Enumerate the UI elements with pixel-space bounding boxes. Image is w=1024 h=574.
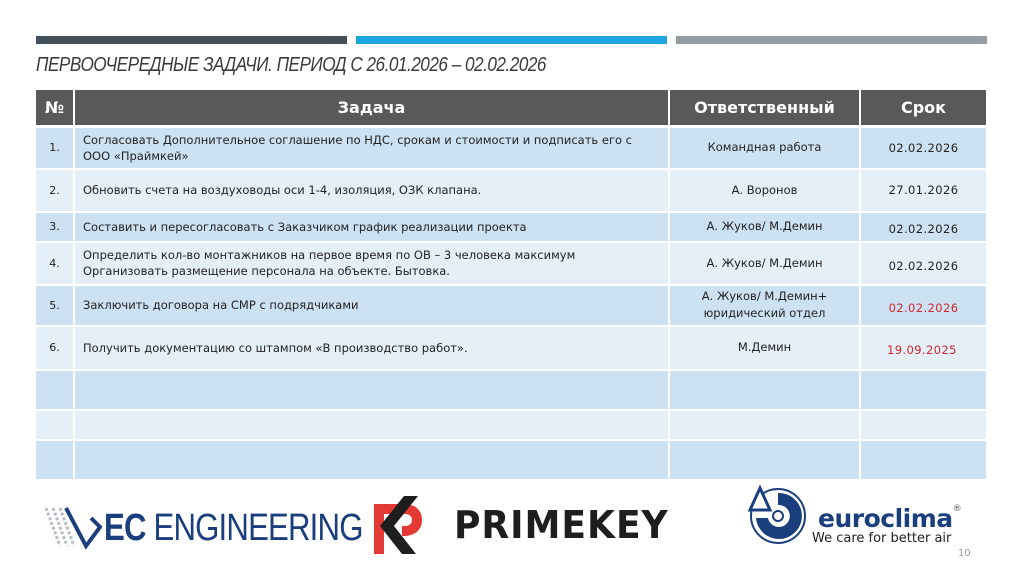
page-number: 10 bbox=[958, 548, 971, 559]
header-task: Задача bbox=[74, 90, 669, 127]
row-due: 02.02.2026 bbox=[860, 285, 986, 326]
tasks-table bbox=[36, 90, 986, 481]
primekey-logo bbox=[374, 496, 680, 554]
top-bar-gray bbox=[676, 36, 987, 44]
header-num: № bbox=[36, 90, 74, 127]
table-row bbox=[36, 242, 986, 285]
table-row bbox=[36, 169, 986, 212]
row-due: 27.01.2026 bbox=[860, 169, 986, 212]
top-bar-dark bbox=[36, 36, 347, 44]
table-row bbox=[36, 127, 986, 169]
partner-logos bbox=[0, 480, 1024, 574]
row-due: 02.02.2026 bbox=[860, 127, 986, 169]
row-task-line-1: Определить кол-во монтажников на первое время по ОВ – 3 человека максимум bbox=[83, 248, 576, 262]
row-num: 1. bbox=[36, 127, 74, 169]
row-task: Составить и пересогласовать с Заказчиком график реализации проекта bbox=[74, 212, 669, 242]
header-responsible: Ответственный bbox=[669, 90, 860, 127]
row-responsible: А. Воронов bbox=[669, 169, 860, 212]
top-bar-blue bbox=[356, 36, 667, 44]
ec-engineering-wordmark: EC ENGINEERING bbox=[104, 506, 363, 549]
table-row bbox=[36, 285, 986, 326]
row-responsible: А. Жуков/ М.Демин bbox=[669, 212, 860, 242]
row-responsible: М.Демин bbox=[669, 326, 860, 370]
table-row bbox=[36, 326, 986, 370]
row-due: 19.09.2025 bbox=[860, 326, 986, 370]
row-responsible-line-1: А. Жуков/ М.Демин+ bbox=[701, 289, 828, 303]
row-responsible bbox=[669, 285, 860, 326]
header-due: Срок bbox=[860, 90, 986, 127]
row-num: 2. bbox=[36, 169, 74, 212]
row-num: 6. bbox=[36, 326, 74, 370]
row-due: 02.02.2026 bbox=[860, 212, 986, 242]
table-row-empty bbox=[36, 370, 986, 410]
row-task bbox=[74, 242, 669, 285]
slide-title: ПЕРВООЧЕРЕДНЫЕ ЗАДАЧИ. ПЕРИОД С 26.01.2026 – 02.02.2026 bbox=[36, 54, 546, 76]
row-task: Согласовать Дополнительное соглашение по НДС, срокам и стоимости и подписать его с ООО «Праймкей» bbox=[74, 127, 669, 169]
ec-stripes-icon bbox=[44, 506, 102, 550]
euroclima-logo bbox=[746, 480, 978, 552]
row-responsible: А. Жуков/ М.Демин bbox=[669, 242, 860, 285]
euroclima-emblem-icon bbox=[746, 484, 806, 544]
row-task: Обновить счета на воздуховоды оси 1-4, изоляция, ОЗК клапана. bbox=[74, 169, 669, 212]
row-num: 5. bbox=[36, 285, 74, 326]
table-row-empty bbox=[36, 410, 986, 440]
euroclima-wordmark: euroclima® bbox=[818, 504, 962, 533]
primekey-pk-icon bbox=[374, 496, 428, 554]
row-task: Заключить договора на СМР с подрядчиками bbox=[74, 285, 669, 326]
row-task-line-2: Организовать размещение персонала на объекте. Бытовка. bbox=[83, 264, 450, 278]
row-responsible-line-2: юридический отдел bbox=[703, 306, 826, 320]
table-header-row bbox=[36, 90, 986, 127]
table-row-empty bbox=[36, 440, 986, 480]
row-num: 3. bbox=[36, 212, 74, 242]
euroclima-tagline: We care for better air bbox=[812, 531, 952, 546]
row-due: 02.02.2026 bbox=[860, 242, 986, 285]
row-responsible: Командная работа bbox=[669, 127, 860, 169]
ec-engineering-logo bbox=[44, 506, 419, 550]
primekey-wordmark: PRIMEKEY bbox=[454, 503, 669, 547]
row-task: Получить документацию со штампом «В производство работ». bbox=[74, 326, 669, 370]
row-num: 4. bbox=[36, 242, 74, 285]
table-row bbox=[36, 212, 986, 242]
